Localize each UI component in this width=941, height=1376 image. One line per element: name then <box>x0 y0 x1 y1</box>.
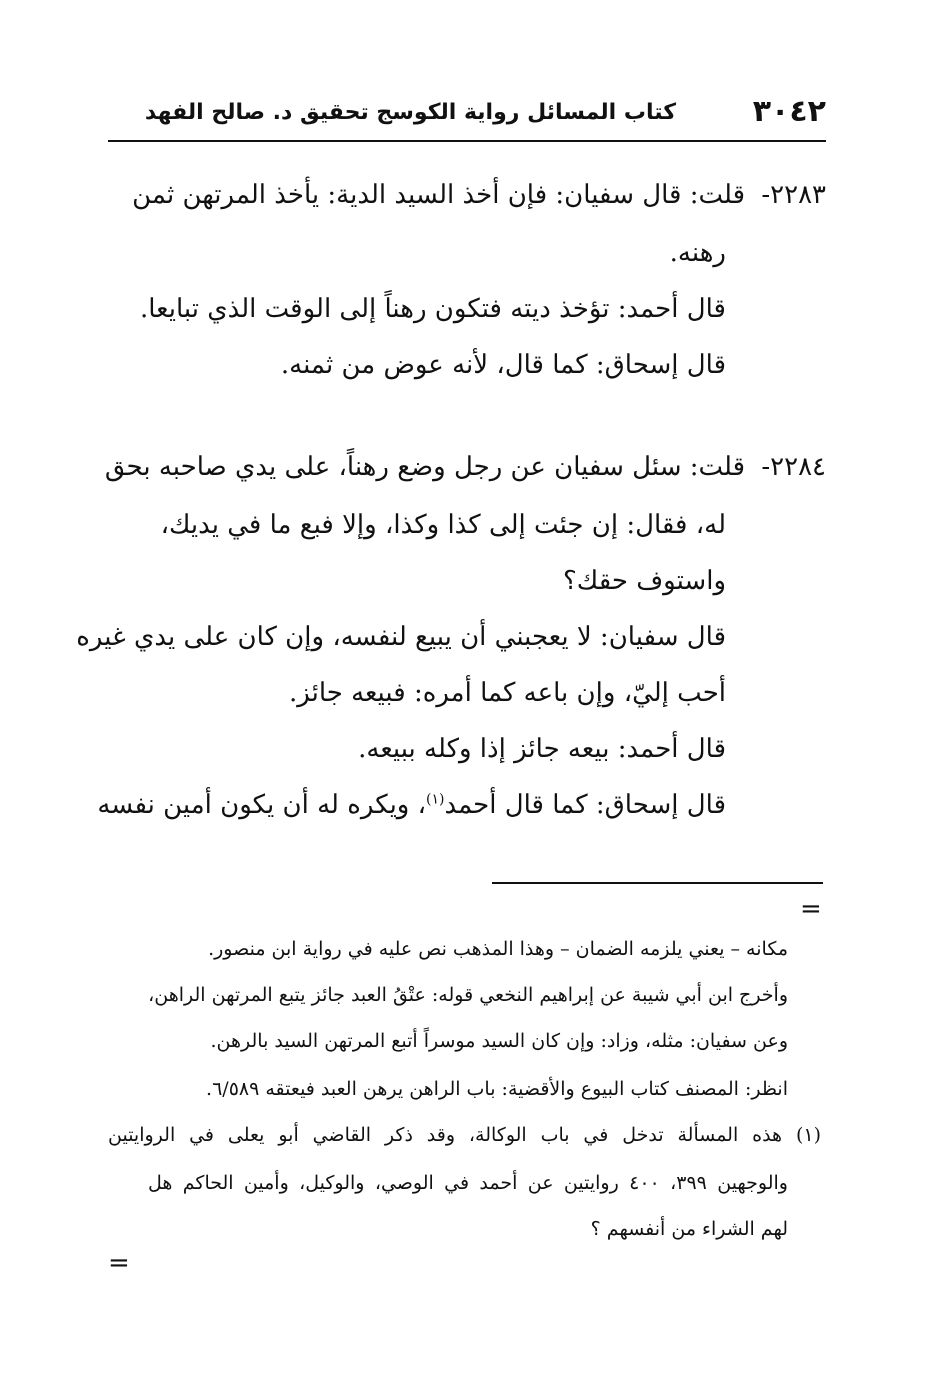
issue-2284-line-3: واستوف حقك؟ <box>563 566 726 596</box>
issue-2284-line-2: له، فقال: إن جئت إلى كذا وكذا، وإلا فبع ما في يديك، <box>160 510 726 540</box>
text-before-note: قال إسحاق: كما قال أحمد <box>444 790 726 820</box>
footnote-line-3: وعن سفيان: مثله، وزاد: وإن كان السيد موسراً أتبع المرتهن السيد بالرهن. <box>210 1030 788 1052</box>
page-header <box>108 88 826 142</box>
issue-text: قلت: قال سفيان: فإن أخذ السيد الدية: يأخذ المرتهن ثمن <box>132 180 746 210</box>
issue-2284-line-6: قال أحمد: بيعه جائز إذا وكله ببيعه. <box>358 734 726 764</box>
issue-2284-line-1 <box>104 452 826 482</box>
issue-text: قلت: سئل سفيان عن رجل وضع رهناً، على يدي صاحبه بحق <box>104 452 746 482</box>
footnote-line-7: لهم الشراء من أنفسهم ؟ <box>590 1218 788 1240</box>
footnote-line-6: والوجهين ٣٩٩، ٤٠٠ روايتين عن أحمد في الوصي، والوكيل، وأمين الحاكم هل <box>148 1172 788 1194</box>
continuation-mark-top: = <box>800 894 822 924</box>
page-number: ٣٠٤٢ <box>752 94 826 129</box>
issue-2283-line-1 <box>108 180 826 210</box>
issue-2283-line-2: رهنه. <box>669 238 726 268</box>
footnote-line-4: انظر: المصنف كتاب البيوع والأقضية: باب الراهن يرهن العبد فيعتقه ٦/٥٨٩. <box>206 1078 788 1100</box>
issue-2284-line-4: قال سفيان: لا يعجبني أن يبيع لنفسه، وإن كان على يدي غيره <box>76 622 726 652</box>
footnote-separator <box>492 882 823 884</box>
issue-2283-line-3: قال أحمد: تؤخذ ديته فتكون رهناً إلى الوقت الذي تبايعا. <box>139 294 726 324</box>
text-after-note: ، ويكره له أن يكون أمين نفسه <box>97 790 427 820</box>
issue-number: ٢٢٨٤- <box>761 452 826 482</box>
issue-number: ٢٢٨٣- <box>761 180 826 210</box>
footnote-line-2: وأخرج ابن أبي شيبة عن إبراهيم النخعي قوله: عتْقُ العبد جائز يتبع المرتهن الراهن، <box>148 984 788 1006</box>
issue-2284-line-7 <box>97 790 726 820</box>
issue-2283-line-4: قال إسحاق: كما قال، لأنه عوض من ثمنه. <box>280 350 726 380</box>
running-title: كتاب المسائل رواية الكوسج تحقيق د. صالح الفهد <box>144 100 676 125</box>
footnote-marker: (١) <box>426 791 445 808</box>
continuation-mark-bottom: = <box>108 1248 130 1278</box>
issue-2284-line-5: أحب إليّ، وإن باعه كما أمره: فبيعه جائز. <box>288 678 726 708</box>
footnote-line-5: (١) هذه المسألة تدخل في باب الوكالة، وقد ذكر القاضي أبو يعلى في الروايتين <box>108 1124 821 1146</box>
footnote-line-1: مكانه – يعني يلزمه الضمان – وهذا المذهب نص عليه في رواية ابن منصور. <box>208 938 788 960</box>
